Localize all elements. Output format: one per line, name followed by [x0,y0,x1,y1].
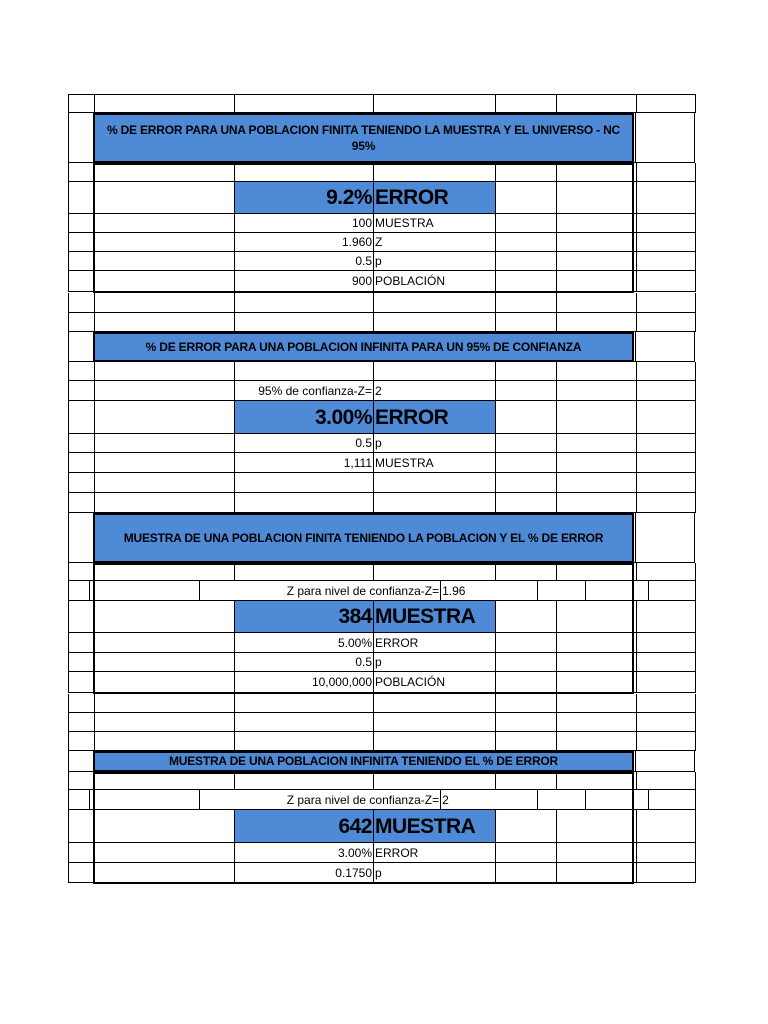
cell[interactable] [68,772,94,790]
cell[interactable] [495,434,556,453]
empty-row [68,94,696,113]
data-row [68,863,696,883]
value-cell[interactable]: 1,111 [234,453,373,473]
cell[interactable] [556,94,636,113]
z-label-cell[interactable]: Z para nivel de confianza-Z= [199,581,440,601]
cell[interactable] [94,453,234,473]
cell[interactable] [68,453,94,473]
data-row [68,252,696,271]
z-label-cell[interactable]: Z para nivel de confianza-Z= [199,790,440,810]
cell[interactable] [636,863,696,883]
section-4-title[interactable]: MUESTRA DE UNA POBLACION INFINITA TENIENDO EL % DE ERROR [93,751,634,772]
cell[interactable] [636,214,696,233]
cell[interactable] [68,672,94,693]
cell[interactable] [636,362,696,381]
cell[interactable] [495,713,556,732]
cell[interactable] [495,672,556,693]
value-cell[interactable]: 100 [234,214,373,233]
section-1-title[interactable]: % DE ERROR PARA UNA POBLACION FINITA TENIENDO LA MUESTRA Y EL UNIVERSO - NC 95% [93,113,634,163]
empty-row [68,713,696,732]
cell[interactable] [234,694,373,713]
cell[interactable] [94,601,234,633]
cell[interactable] [636,843,696,863]
cell[interactable] [495,401,556,434]
empty-row [68,694,696,713]
cell[interactable] [68,601,94,633]
cell[interactable] [556,182,636,214]
cell[interactable] [556,233,636,252]
cell[interactable] [495,601,556,633]
empty-row [68,313,696,332]
section-3-result-label[interactable]: MUESTRA [373,601,495,633]
cell[interactable] [373,694,495,713]
cell[interactable] [234,313,373,332]
cell[interactable] [636,252,696,271]
cell[interactable] [94,214,234,233]
cell[interactable] [94,271,234,292]
cell[interactable] [94,672,234,693]
data-row [68,843,696,863]
cell[interactable] [636,713,696,732]
cell[interactable] [94,653,234,672]
label-cell[interactable]: ERROR [373,633,495,653]
cell[interactable] [556,434,636,453]
cell[interactable] [556,633,636,653]
cell[interactable] [636,810,696,843]
cell[interactable] [556,362,636,381]
cell[interactable] [89,581,200,601]
cell[interactable] [94,473,234,493]
label-cell[interactable]: POBLACIÓN [373,271,495,292]
data-row [68,233,696,252]
value-cell[interactable]: 3.00% [234,843,373,863]
cell[interactable] [556,293,636,313]
value-cell[interactable]: 900 [234,271,373,292]
cell[interactable] [495,293,556,313]
empty-row [68,473,696,493]
cell[interactable] [556,453,636,473]
z-row [68,381,696,401]
empty-row [68,563,696,581]
cell[interactable] [68,633,94,653]
cell[interactable] [94,863,234,883]
cell[interactable] [495,473,556,493]
cell[interactable] [373,94,495,113]
label-cell[interactable]: POBLACIÓN [373,672,495,693]
cell[interactable] [94,362,234,381]
cell[interactable] [495,732,556,751]
data-row [68,271,696,292]
cell[interactable] [636,163,696,182]
empty-row [68,772,696,790]
cell[interactable] [94,563,234,581]
cell[interactable] [68,843,94,863]
cell[interactable] [373,732,495,751]
cell[interactable] [636,313,696,332]
cell[interactable] [373,362,495,381]
cell[interactable] [234,163,373,182]
z-row [68,790,696,810]
result-row [68,810,696,843]
empty-row [68,293,696,313]
cell[interactable] [495,772,556,790]
cell[interactable] [94,163,234,182]
cell[interactable] [556,843,636,863]
result-row [68,401,696,434]
cell[interactable] [68,163,94,182]
cell[interactable] [234,94,373,113]
value-cell[interactable]: 0.1750 [234,863,373,883]
cell[interactable] [537,581,585,601]
cell[interactable] [556,401,636,434]
cell[interactable] [234,293,373,313]
cell[interactable] [585,581,648,601]
data-row [68,672,696,693]
cell[interactable] [89,790,200,810]
cell[interactable] [636,732,696,751]
label-cell[interactable]: p [373,434,495,453]
cell[interactable] [373,313,495,332]
cell[interactable] [373,293,495,313]
cell[interactable] [636,633,696,653]
cell[interactable] [68,293,94,313]
cell[interactable] [636,694,696,713]
cell[interactable] [495,381,556,401]
cell[interactable] [556,772,636,790]
cell[interactable] [94,401,234,434]
cell[interactable] [68,381,94,401]
z-value-cell[interactable]: 2 [440,790,537,810]
cell[interactable] [495,453,556,473]
data-row [68,453,696,473]
cell[interactable] [635,113,695,163]
cell[interactable] [495,563,556,581]
cell[interactable] [68,362,94,381]
cell[interactable] [68,233,94,252]
value-cell[interactable]: 5.00% [234,633,373,653]
cell[interactable] [68,94,94,113]
cell[interactable] [636,672,696,693]
value-cell[interactable]: 0.5 [234,434,373,453]
cell[interactable] [635,332,695,362]
cell[interactable] [68,271,94,292]
cell[interactable] [556,214,636,233]
cell[interactable] [636,653,696,672]
z-value-cell[interactable]: 1.96 [440,581,537,601]
cell[interactable] [495,863,556,883]
cell[interactable] [495,233,556,252]
cell[interactable] [636,233,696,252]
label-cell[interactable]: ERROR [373,843,495,863]
cell[interactable] [234,713,373,732]
value-cell[interactable]: 0.5 [234,252,373,271]
cell[interactable] [556,313,636,332]
value-cell[interactable]: 1.960 [234,233,373,252]
cell[interactable] [94,381,234,401]
cell[interactable] [68,713,94,732]
section-1-result-value[interactable]: 9.2% [234,182,373,214]
value-cell[interactable]: 10,000,000 [234,672,373,693]
cell[interactable] [68,581,89,601]
cell[interactable] [495,493,556,513]
cell[interactable] [94,233,234,252]
cell[interactable] [373,493,495,513]
section-3-title[interactable]: MUESTRA DE UNA POBLACION FINITA TENIENDO LA POBLACION Y EL % DE ERROR [93,513,634,563]
z-label-cell[interactable]: 95% de confianza-Z= [234,381,373,401]
cell[interactable] [556,381,636,401]
cell[interactable] [636,772,696,790]
cell[interactable] [94,713,234,732]
cell[interactable] [68,113,94,163]
cell[interactable] [556,672,636,693]
cell[interactable] [68,214,94,233]
cell[interactable] [94,493,234,513]
cell[interactable] [556,694,636,713]
cell[interactable] [636,293,696,313]
cell[interactable] [234,563,373,581]
cell[interactable] [495,94,556,113]
section-2-title[interactable]: % DE ERROR PARA UNA POBLACION INFINITA PARA UN 95% DE CONFIANZA [93,332,634,362]
section-4-result-label[interactable]: MUESTRA [373,810,495,843]
section-4-result-value[interactable]: 642 [234,810,373,843]
label-cell[interactable]: p [373,863,495,883]
cell[interactable] [636,401,696,434]
cell[interactable] [94,293,234,313]
cell[interactable] [68,810,94,843]
cell[interactable] [636,563,696,581]
cell[interactable] [495,214,556,233]
cell[interactable] [537,790,585,810]
cell[interactable] [495,694,556,713]
cell[interactable] [68,252,94,271]
cell[interactable] [94,732,234,751]
cell[interactable] [68,473,94,493]
section-3-result-value[interactable]: 384 [234,601,373,633]
label-cell[interactable]: Z [373,233,495,252]
result-row [68,182,696,214]
cell[interactable] [556,563,636,581]
result-row [68,601,696,633]
cell[interactable] [636,182,696,214]
cell[interactable] [68,694,94,713]
empty-row [68,362,696,381]
cell[interactable] [636,434,696,453]
cell[interactable] [68,401,94,434]
cell[interactable] [648,790,696,810]
cell[interactable] [68,732,94,751]
label-cell[interactable]: MUESTRA [373,453,495,473]
cell[interactable] [68,790,89,810]
cell[interactable] [373,473,495,493]
cell[interactable] [234,732,373,751]
cell[interactable] [495,163,556,182]
cell[interactable] [94,313,234,332]
cell[interactable] [68,332,94,362]
cell[interactable] [94,810,234,843]
cell[interactable] [234,772,373,790]
cell[interactable] [495,313,556,332]
cell[interactable] [68,563,94,581]
cell[interactable] [556,252,636,271]
cell[interactable] [68,513,94,563]
label-cell[interactable]: p [373,252,495,271]
cell[interactable] [635,751,695,772]
cell[interactable] [234,493,373,513]
cell[interactable] [94,434,234,453]
value-cell[interactable]: 0.5 [234,653,373,672]
cell[interactable] [495,182,556,214]
section-1-result-label[interactable]: ERROR [373,182,495,214]
cell[interactable] [495,633,556,653]
label-cell[interactable]: MUESTRA [373,214,495,233]
cell[interactable] [556,810,636,843]
section-2-result-label[interactable]: ERROR [373,401,495,434]
cell[interactable] [495,653,556,672]
cell[interactable] [94,633,234,653]
cell[interactable] [495,252,556,271]
cell[interactable] [94,252,234,271]
data-row [68,214,696,233]
label-cell[interactable]: p [373,653,495,672]
cell[interactable] [556,732,636,751]
z-row [68,581,696,601]
cell[interactable] [556,473,636,493]
cell[interactable] [556,601,636,633]
cell[interactable] [556,713,636,732]
cell[interactable] [373,713,495,732]
cell[interactable] [636,473,696,493]
cell[interactable] [636,271,696,292]
cell[interactable] [648,581,696,601]
empty-row [68,493,696,513]
cell[interactable] [68,863,94,883]
cell[interactable] [94,182,234,214]
data-row [68,633,696,653]
cell[interactable] [94,94,234,113]
cell[interactable] [556,163,636,182]
empty-row [68,163,696,182]
cell[interactable] [68,182,94,214]
cell[interactable] [94,772,234,790]
empty-row [68,732,696,751]
cell[interactable] [373,163,495,182]
cell[interactable] [556,863,636,883]
cell[interactable] [495,843,556,863]
cell[interactable] [636,94,696,113]
cell[interactable] [636,453,696,473]
cell[interactable] [68,434,94,453]
cell[interactable] [68,653,94,672]
cell[interactable] [635,513,695,563]
cell[interactable] [556,493,636,513]
cell[interactable] [585,790,648,810]
cell[interactable] [495,362,556,381]
cell[interactable] [556,653,636,672]
cell[interactable] [636,601,696,633]
cell[interactable] [94,843,234,863]
cell[interactable] [495,810,556,843]
cell[interactable] [556,271,636,292]
cell[interactable] [636,381,696,401]
cell[interactable] [68,313,94,332]
cell[interactable] [636,493,696,513]
z-value-cell[interactable]: 2 [373,381,495,401]
cell[interactable] [234,473,373,493]
cell[interactable] [68,493,94,513]
data-row [68,434,696,453]
cell[interactable] [68,751,94,772]
cell[interactable] [94,694,234,713]
data-row [68,653,696,672]
cell[interactable] [495,271,556,292]
cell[interactable] [373,772,495,790]
cell[interactable] [373,563,495,581]
cell[interactable] [234,362,373,381]
section-2-result-value[interactable]: 3.00% [234,401,373,434]
